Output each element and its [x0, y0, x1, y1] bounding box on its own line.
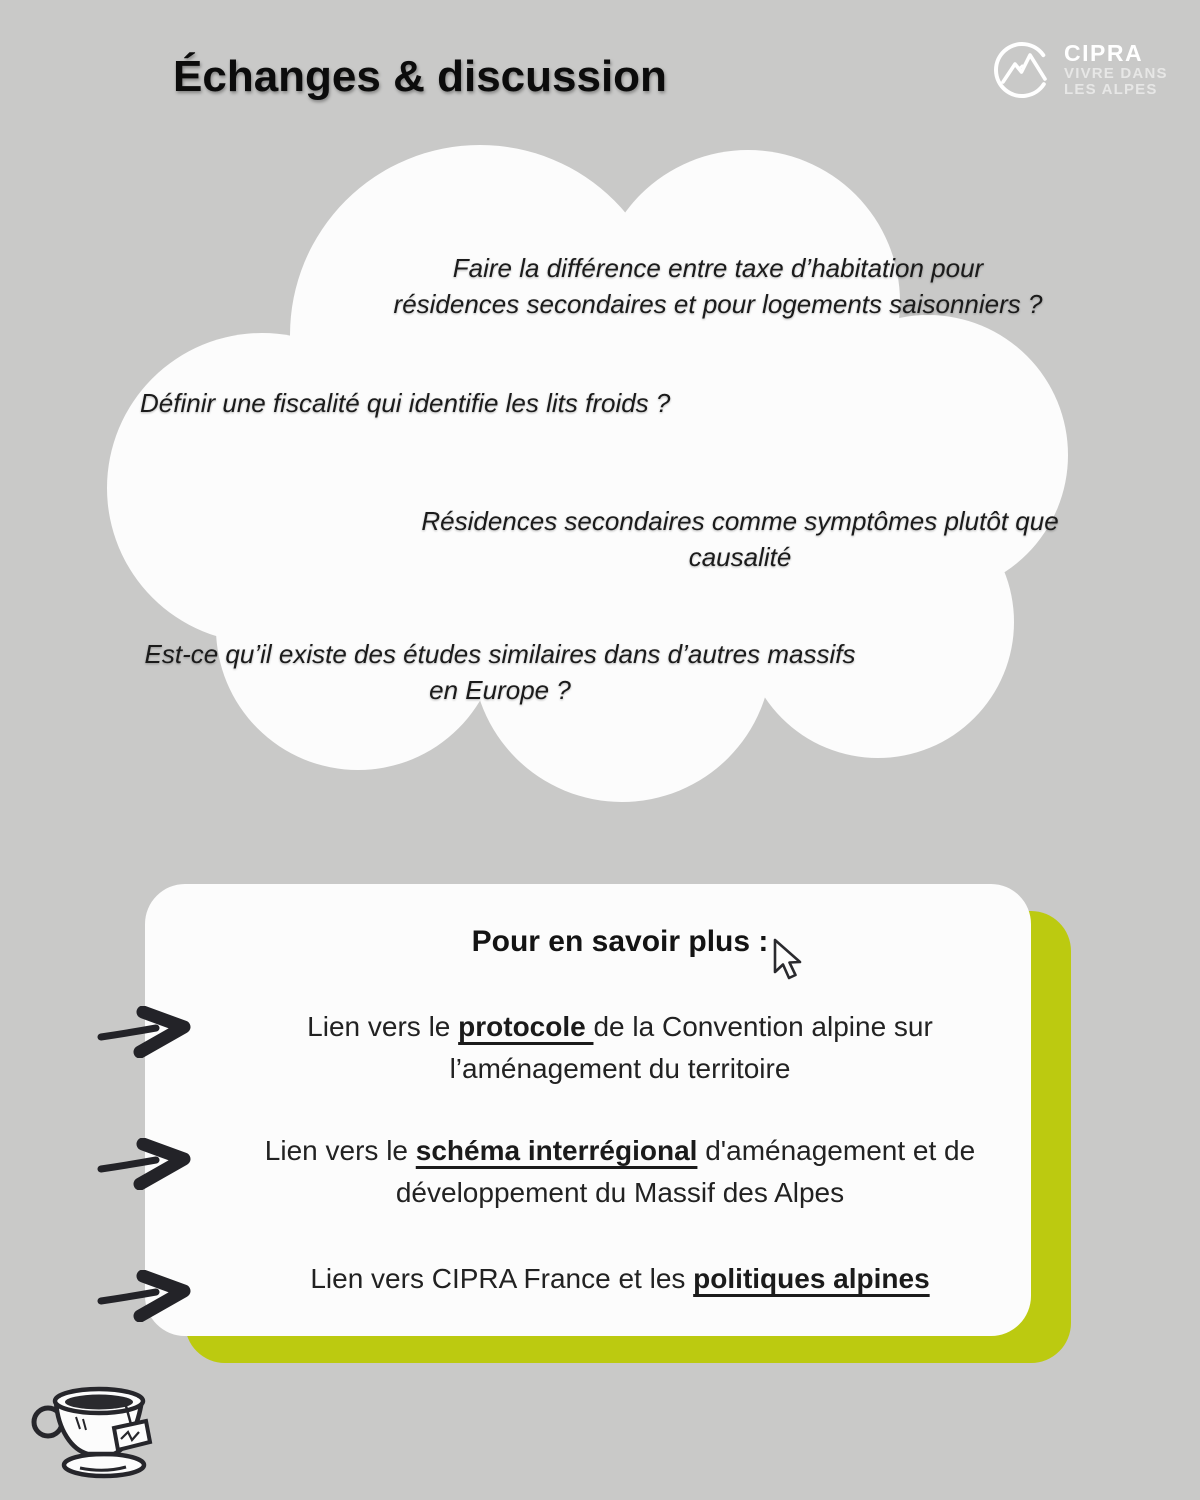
mountain-circle-icon — [992, 40, 1052, 100]
link-politiques-alpines: Lien vers CIPRA France et les politiques alpines — [310, 1263, 930, 1294]
link-schema-interregional: Lien vers le schéma interrégional d'aménagement et de développement du Massif des Alpes — [264, 1135, 976, 1208]
teacup-icon — [22, 1372, 174, 1480]
question-symptomes-causalite: Résidences secondaires comme symptômes plutôt que causalité — [421, 506, 1059, 572]
cipra-logo — [992, 40, 1168, 100]
link-protocole-anchor[interactable]: protocole — [458, 1011, 594, 1042]
logo-tagline-line1: VIVRE DANS — [1064, 65, 1168, 83]
logo-tagline-line2: LES ALPES — [1064, 81, 1158, 99]
question-etudes-massifs: Est-ce qu’il existe des études similaires dans d’autres massifs en Europe ? — [144, 639, 856, 705]
link-politiques-anchor[interactable]: politiques alpines — [693, 1263, 930, 1294]
link-schema-anchor[interactable]: schéma interrégional — [415, 1135, 698, 1166]
card-title: Pour en savoir plus : — [471, 925, 769, 958]
logo-brand: CIPRA — [1064, 40, 1144, 67]
question-fiscalite-lits-froids: Définir une fiscalité qui identifie les lits froids ? — [140, 388, 671, 418]
link-protocole: Lien vers le protocole de la Convention alpine sur l’aménagement du territoire — [307, 1011, 933, 1084]
mouse-pointer-icon — [768, 938, 806, 982]
question-taxe-habitation: Faire la différence entre taxe d’habitation pour résidences secondaires et pour logements saisonniers ? — [393, 253, 1043, 319]
hand-drawn-arrow-icon — [96, 1138, 198, 1190]
hand-drawn-arrow-icon — [96, 1006, 198, 1058]
page-title: Échanges & discussion — [173, 52, 667, 101]
hand-drawn-arrow-icon — [96, 1270, 198, 1322]
